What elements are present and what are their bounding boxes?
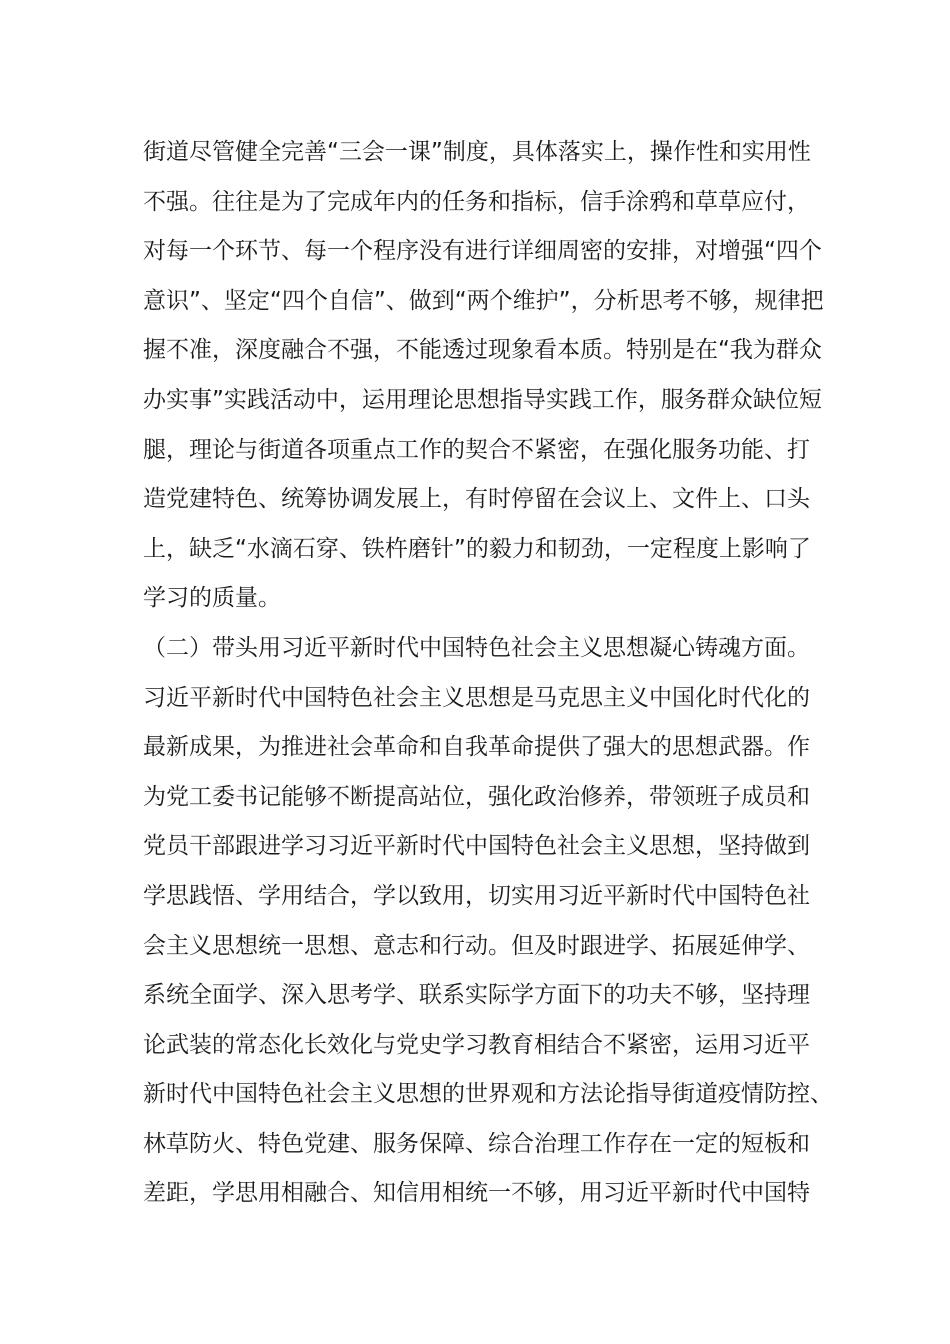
text-line: 对每一个环节、每一个程序没有进行详细周密的安排，对增强“四个 xyxy=(143,238,822,265)
text-line: 造党建特色、统筹协调发展上，有时停留在会议上、文件上、口头 xyxy=(143,486,810,513)
text-line: 习近平新时代中国特色社会主义思想是马克思主义中国化时代化的 xyxy=(143,684,810,711)
text-line: 党员干部跟进学习习近平新时代中国特色社会主义思想，坚持做到 xyxy=(143,833,810,860)
text-line: 系统全面学、深入思考学、联系实际学方面下的功夫不够，坚持理 xyxy=(143,982,810,1009)
text-line: 论武装的常态化长效化与党史学习教育相结合不紧密，运用习近平 xyxy=(143,1031,810,1058)
text-line: 办实事”实践活动中，运用理论思想指导实践工作，服务群众缺位短 xyxy=(143,386,822,413)
text-line: 林草防火、特色党建、服务保障、综合治理工作存在一定的短板和 xyxy=(143,1130,810,1157)
text-line: 腿，理论与街道各项重点工作的契合不紧密，在强化服务功能、打 xyxy=(143,436,810,463)
text-line: 差距，学思用相融合、知信用相统一不够，用习近平新时代中国特 xyxy=(143,1180,810,1207)
text-line: 新时代中国特色社会主义思想的世界观和方法论指导街道疫情防控、 xyxy=(143,1081,833,1108)
text-line: 最新成果，为推进社会革命和自我革命提供了强大的思想武器。作 xyxy=(143,734,810,761)
text-line: 学思践悟、学用结合，学以致用，切实用习近平新时代中国特色社 xyxy=(143,882,810,909)
text-line: 上，缺乏“水滴石穿、铁杵磨针”的毅力和韧劲，一定程度上影响了 xyxy=(143,535,811,562)
text-line: 会主义思想统一思想、意志和行动。但及时跟进学、拓展延伸学、 xyxy=(143,932,810,959)
body-text xyxy=(143,128,833,1219)
text-line: 街道尽管健全完善“三会一课”制度，具体落实上，操作性和实用性 xyxy=(143,139,811,165)
text-line: 学习的质量。 xyxy=(143,585,281,612)
text-line: 为党工委书记能够不断提高站位，强化政治修养，带领班子成员和 xyxy=(143,783,810,810)
text-line: 握不准，深度融合不强，不能透过现象看本质。特别是在“我为群众 xyxy=(143,337,822,364)
section-heading: （二）带头用习近平新时代中国特色社会主义思想凝心铸魂方面。 xyxy=(143,634,810,661)
text-line: 不强。往往是为了完成年内的任务和指标，信手涂鸦和草草应付， xyxy=(143,188,810,215)
text-line: 意识”、坚定“四个自信”、做到“两个维护”，分析思考不够，规律把 xyxy=(143,287,824,314)
